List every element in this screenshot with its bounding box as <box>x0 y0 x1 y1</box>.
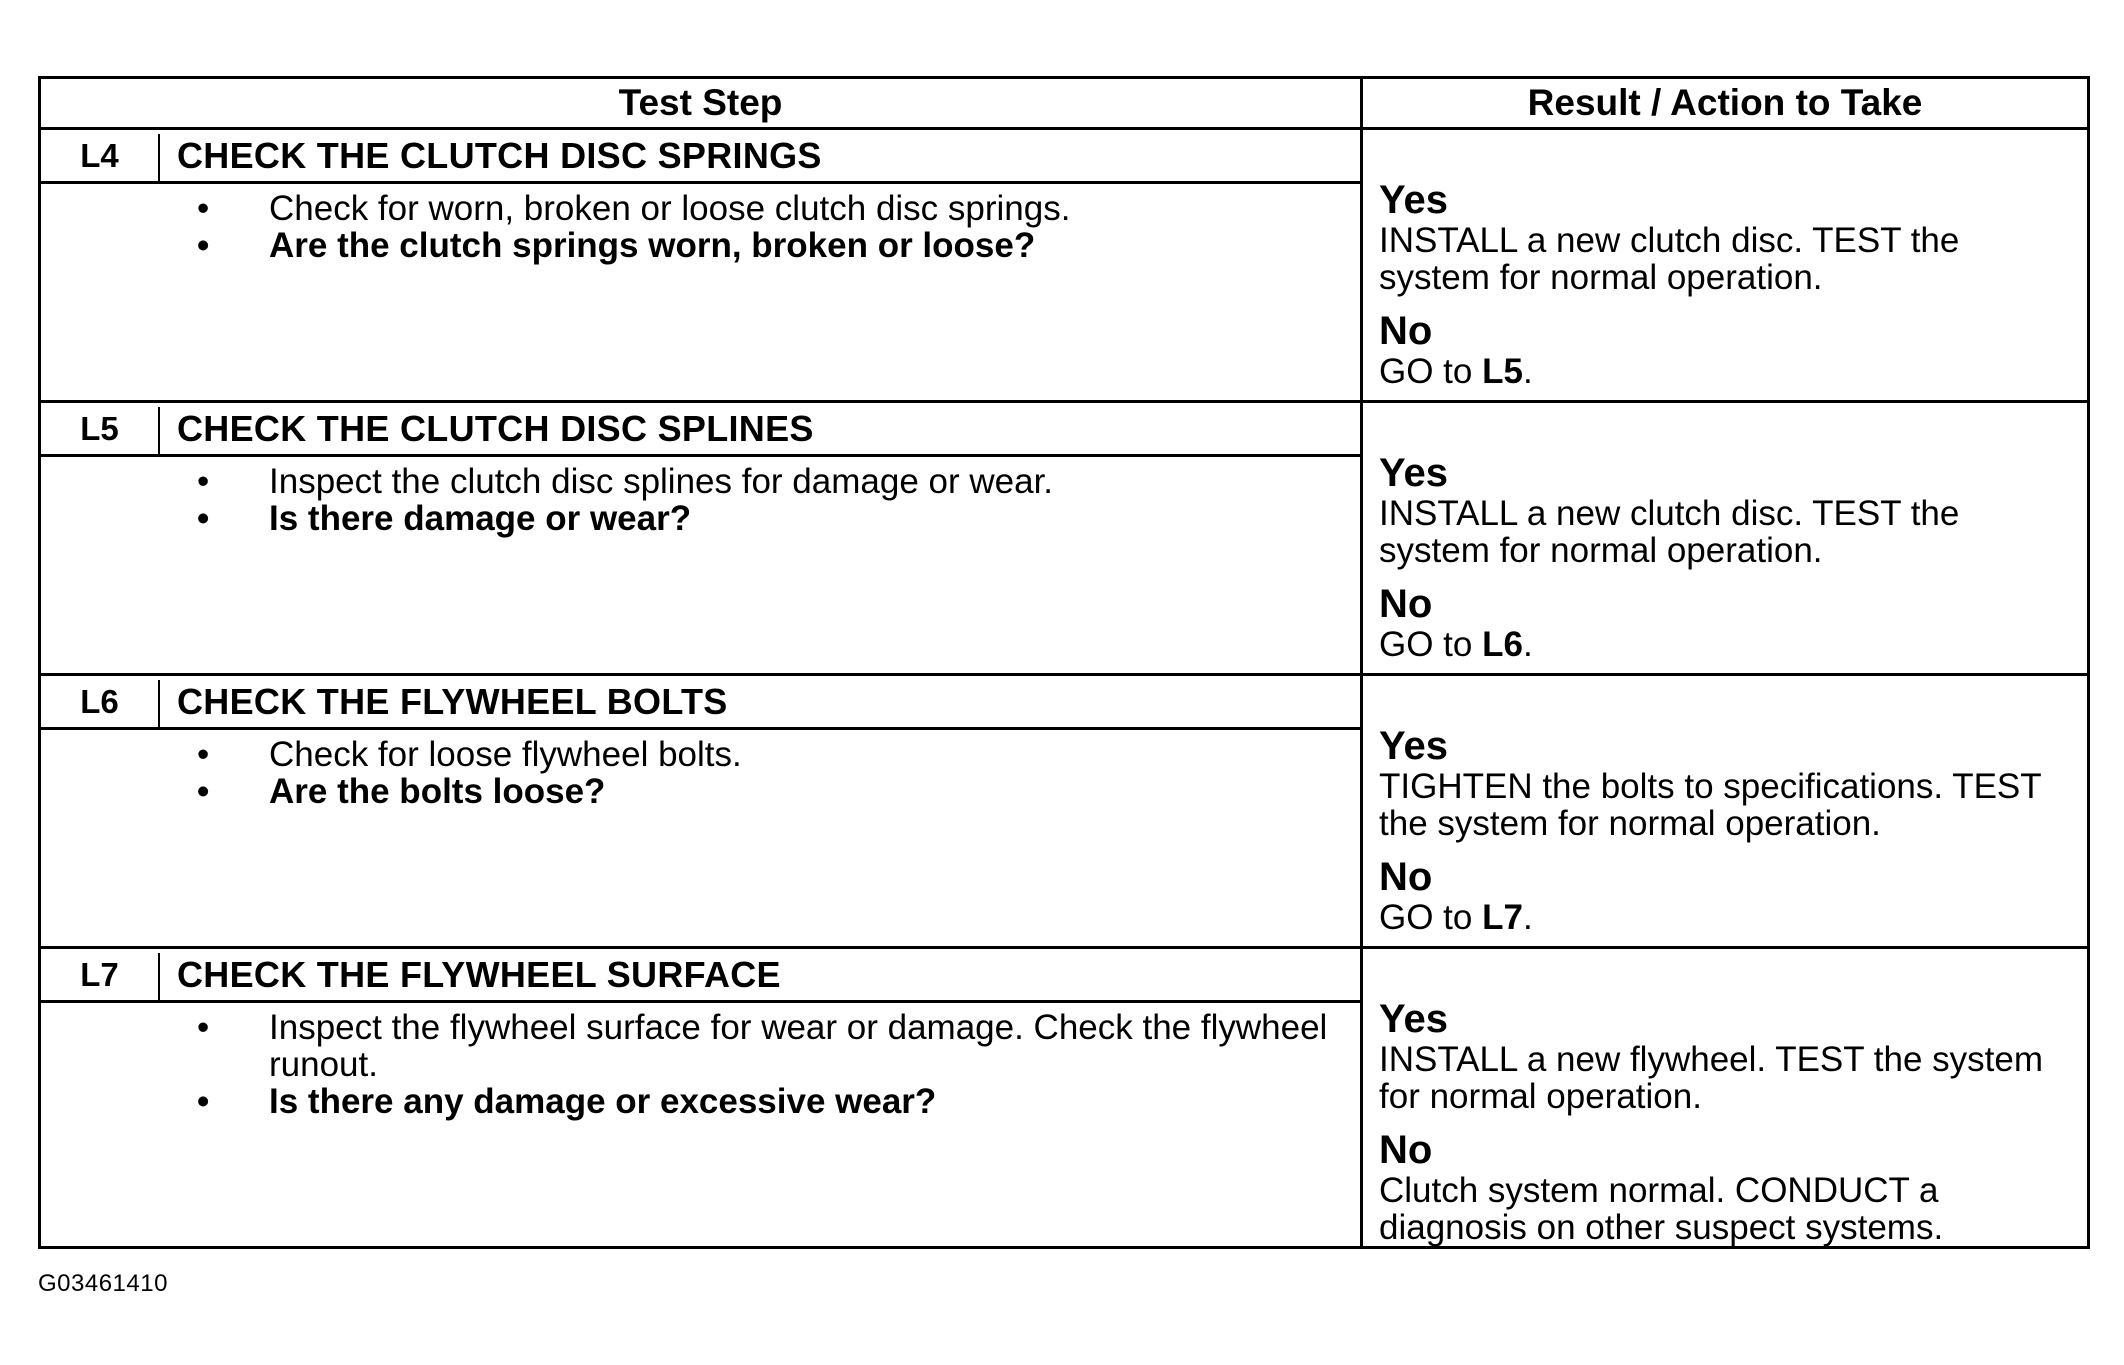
figure-id: G03461410 <box>38 1270 168 1297</box>
bullet-dot: • <box>197 772 210 811</box>
bullet-text: Inspect the clutch disc splines for damage or wear. <box>269 462 1054 501</box>
bullet-text: Inspect the flywheel surface for wear or damage. Check the flywheel runout. <box>269 1008 1328 1084</box>
yes-label: Yes <box>1379 997 1448 1041</box>
code-divider <box>158 407 160 454</box>
bullet-text: Are the bolts loose? <box>269 772 606 811</box>
code-divider <box>158 953 160 1000</box>
bullet-text: Check for worn, broken or loose clutch disc springs. <box>269 189 1071 228</box>
result-cell <box>1379 724 2079 936</box>
code-divider <box>158 680 160 727</box>
bullet-text: Check for loose flywheel bolts. <box>269 735 742 774</box>
yes-label: Yes <box>1379 451 1448 495</box>
bullet-dot: • <box>197 462 210 501</box>
bullet-text: Is there damage or wear? <box>269 499 692 538</box>
bullet-dot: • <box>197 1082 210 1121</box>
result-cell <box>1379 451 2079 663</box>
no-action-text: Clutch system normal. CONDUCT a diagnosis on other suspect systems. <box>1379 1171 1944 1247</box>
step-title: CHECK THE CLUTCH DISC SPLINES <box>177 408 814 449</box>
no-action <box>1379 1172 2079 1246</box>
yes-action: TIGHTEN the bolts to specifications. TEST the system for normal operation. <box>1379 767 2042 843</box>
yes-action: INSTALL a new clutch disc. TEST the system for normal operation. <box>1379 494 1960 570</box>
no-action-suffix: . <box>1522 352 1533 391</box>
result-cell <box>1379 178 2079 390</box>
header-result-action: Result / Action to Take <box>1527 82 1923 123</box>
step-row-l5 <box>41 403 2087 676</box>
step-row-l4 <box>41 130 2087 403</box>
title-divider <box>41 727 1360 730</box>
no-action-ref: L6 <box>1482 625 1523 664</box>
step-bullets <box>177 1009 1337 1120</box>
step-bullets <box>177 463 1337 537</box>
step-row-l6 <box>41 676 2087 949</box>
no-action-suffix: . <box>1522 625 1533 664</box>
yes-label: Yes <box>1379 724 1448 768</box>
step-title: CHECK THE FLYWHEEL SURFACE <box>177 954 781 995</box>
no-action-text: GO to <box>1379 625 1483 664</box>
bullet-question <box>177 1083 1337 1120</box>
no-action <box>1379 353 2079 390</box>
no-label: No <box>1379 309 1433 353</box>
step-code: L7 <box>80 956 119 993</box>
no-label: No <box>1379 855 1433 899</box>
step-title: CHECK THE FLYWHEEL BOLTS <box>177 681 728 722</box>
bullet-dot: • <box>197 226 210 265</box>
bullet-item <box>177 463 1337 500</box>
title-divider <box>41 454 1360 457</box>
no-action-ref: L7 <box>1482 898 1523 937</box>
no-label: No <box>1379 582 1433 626</box>
no-action <box>1379 626 2079 663</box>
bullet-text: Are the clutch springs worn, broken or loose? <box>269 226 1036 265</box>
header-test-step: Test Step <box>618 82 783 123</box>
bullet-dot: • <box>197 1008 210 1047</box>
title-divider <box>41 181 1360 184</box>
step-row-l7 <box>41 949 2087 1246</box>
bullet-item <box>177 190 1337 227</box>
diagnostic-table <box>38 76 2090 1249</box>
no-label: No <box>1379 1128 1433 1172</box>
table-header <box>41 79 2087 130</box>
no-action-suffix: . <box>1522 898 1533 937</box>
bullet-dot: • <box>197 735 210 774</box>
no-action-text: GO to <box>1379 898 1483 937</box>
yes-label: Yes <box>1379 178 1448 222</box>
step-bullets <box>177 190 1337 264</box>
bullet-dot: • <box>197 189 210 228</box>
bullet-item <box>177 736 1337 773</box>
bullet-question <box>177 773 1337 810</box>
yes-action: INSTALL a new flywheel. TEST the system for normal operation. <box>1379 1040 2043 1116</box>
bullet-text: Is there any damage or excessive wear? <box>269 1082 937 1121</box>
step-code: L4 <box>80 137 119 174</box>
title-divider <box>41 1000 1360 1003</box>
no-action <box>1379 899 2079 936</box>
result-cell <box>1379 997 2079 1246</box>
step-title: CHECK THE CLUTCH DISC SPRINGS <box>177 135 822 176</box>
step-code: L6 <box>80 683 119 720</box>
step-code: L5 <box>80 410 119 447</box>
yes-action: INSTALL a new clutch disc. TEST the system for normal operation. <box>1379 221 1960 297</box>
step-bullets <box>177 736 1337 810</box>
no-action-ref: L5 <box>1482 352 1523 391</box>
bullet-question <box>177 500 1337 537</box>
bullet-item <box>177 1009 1337 1083</box>
bullet-dot: • <box>197 499 210 538</box>
no-action-text: GO to <box>1379 352 1483 391</box>
bullet-question <box>177 227 1337 264</box>
code-divider <box>158 134 160 181</box>
